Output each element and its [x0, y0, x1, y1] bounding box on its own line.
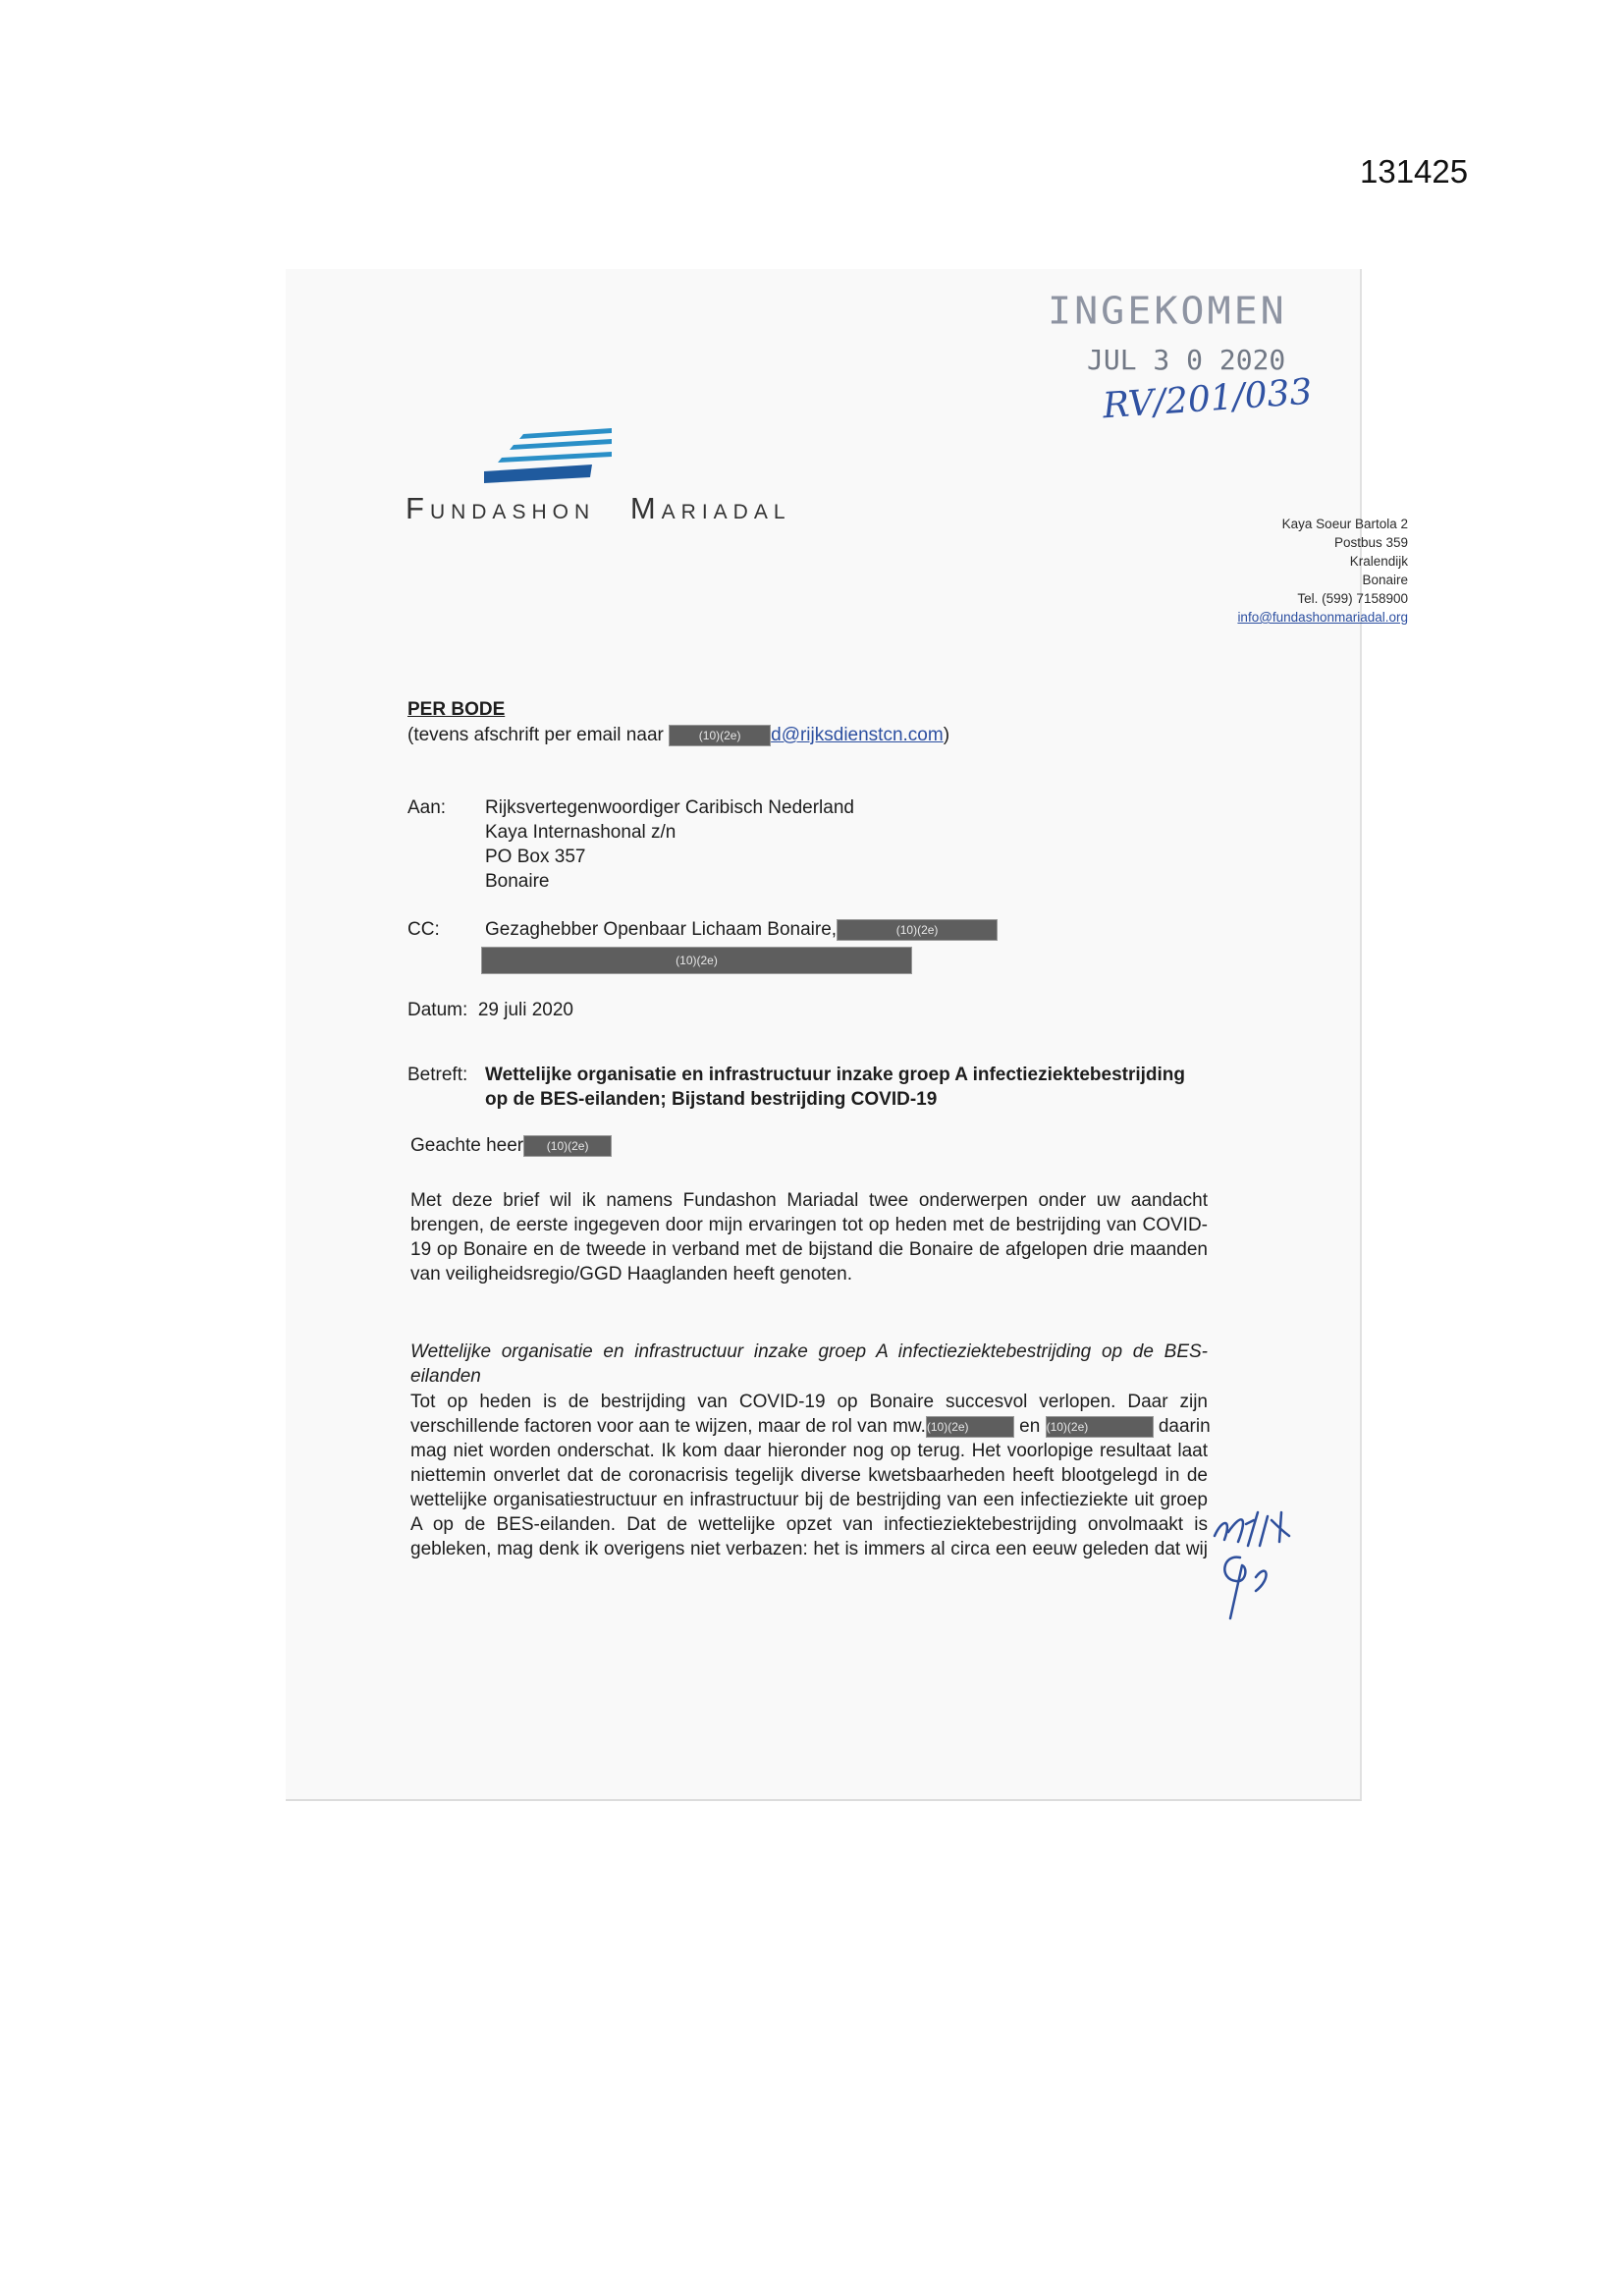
paragraph-line-with-redactions: verschillende factoren voor aan te wijzen, maar de rol van mw.(10)(2e) en (10)(2e) daarin	[410, 1416, 1211, 1437]
section-heading: Wettelijke organisatie en infrastructuur inzake groep A infectieziektebestrijding op de BES- eilanden	[410, 1341, 1208, 1387]
redaction-box: (10)(2e)	[669, 725, 771, 746]
received-stamp: INGEKOMEN	[1048, 290, 1287, 333]
redaction-box: (10)(2e)	[1046, 1416, 1154, 1438]
subject-text: Wettelijke organisatie en infrastructuur inzake groep A infectieziektebestrijding op de BES-eilanden; Bijstand bestrijding COVID-19	[485, 1065, 1186, 1110]
fundashon-mariadal-logo-icon	[484, 428, 612, 485]
cc-recipient-second-line	[481, 947, 912, 974]
salutation: Geachte heer (10)(2e)	[410, 1133, 612, 1158]
sender-address: Kaya Soeur Bartola 2 Postbus 359 Kralendijk Bonaire Tel. (599) 7158900 info@fundashonmariadal.org	[894, 515, 1408, 627]
recipient-address: Rijksvertegenwoordiger Caribisch Nederland Kaya Internashonal z/n PO Box 357 Bonaire	[485, 797, 854, 892]
cc-label: CC:	[407, 919, 440, 940]
organization-name: FUNDASHON MARIADAL	[406, 491, 791, 525]
cc-recipient: Gezaghebber Openbaar Lichaam Bonaire, (10)(2e)	[485, 917, 998, 942]
paragraph-intro: Met deze brief wil ik namens Fundashon Mariadal twee onderwerpen onder uw aandacht brengen, de eerste ingegeven door mijn ervaringen tot op heden met de bestrijding van COVID- 19 op Bonaire en de tweede in verband met de bijstand die Bonaire de afgelopen drie maanden van veiligheidsregio/GGD Haaglanden heeft genoten.	[410, 1190, 1208, 1285]
received-stamp-date: JUL 3 0 2020	[1087, 344, 1286, 376]
redaction-box: (10)(2e)	[481, 947, 912, 974]
copy-email-link[interactable]: d@rijksdienstcn.com	[771, 725, 944, 745]
redaction-box: (10)(2e)	[837, 919, 998, 941]
handwritten-reference: RV/201/033	[1101, 371, 1314, 427]
subject-label: Betreft:	[407, 1065, 468, 1085]
sender-email-link[interactable]: info@fundashonmariadal.org	[1237, 610, 1408, 625]
document-id: 131425	[1360, 153, 1469, 190]
scanned-letter	[286, 269, 1408, 1801]
delivery-heading: PER BODE	[407, 699, 506, 720]
email-copy-line: (tevens afschrift per email naar (10)(2e) d@rijksdienstcn.com)	[407, 725, 950, 745]
redaction-box: (10)(2e)	[523, 1135, 612, 1157]
paragraph-covid: Tot op heden is de bestrijding van COVID-19 op Bonaire succesvol verlopen. Daar zijn verschillende factoren voor aan te wijzen, maar de rol van mw.(10)(2e) en (10)(2e) daarin mag niet worden onderschat. Ik kom daar hieronder nog op terug. Het voorlopige resultaat laat niettemin onverlet dat de coronacrisis tegelijk diverse kwetsbaarheden heeft blootgelegd in de wettelijke organisatiestructuur en infrastructuur bij de bestrijding van een infectieziekte uit groep A op de BES-eilanden. Dat de wettelijke opzet van infectieziektebestrijding onvolmaakt is gebleken, mag denk ik overigens niet verbazen: het is immers al circa een eeuw geleden dat wij	[410, 1392, 1211, 1559]
recipient-label: Aan:	[407, 797, 447, 818]
handwritten-initials-icon	[1209, 1497, 1307, 1624]
redaction-box: (10)(2e)	[926, 1416, 1014, 1438]
letter-date: Datum: 29 juli 2020	[407, 1000, 574, 1020]
